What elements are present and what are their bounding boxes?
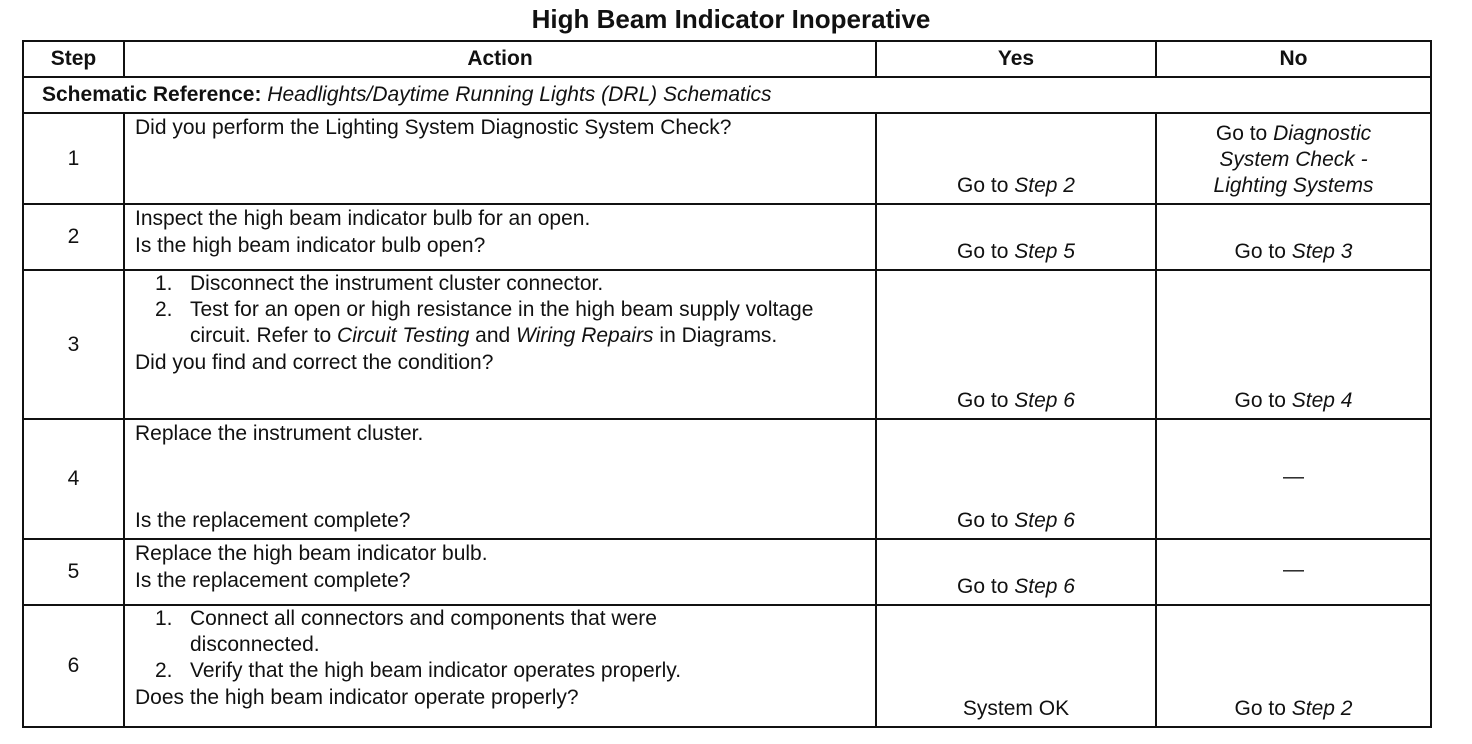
- yes-prefix: Go to: [957, 575, 1015, 598]
- list-text: in Diagrams.: [653, 324, 778, 347]
- list-text: and: [469, 324, 517, 347]
- yes-step-link[interactable]: Step 2: [1014, 174, 1075, 197]
- no-prefix: Go to: [1234, 697, 1292, 720]
- schematic-row: [23, 77, 1431, 113]
- list-item: [135, 658, 865, 684]
- yes-step-link[interactable]: Step 6: [1014, 389, 1075, 412]
- action-cell: [124, 113, 876, 204]
- no-cell: [1156, 113, 1431, 204]
- yes-step-link[interactable]: Step 5: [1014, 240, 1075, 263]
- yes-cell: [876, 270, 1156, 419]
- list-text: Test for an open or high resistance in the high beam supply voltage circuit. Refer to: [190, 298, 814, 347]
- list-number: 2.: [155, 298, 173, 321]
- table-row: [23, 270, 1431, 419]
- list-number: 2.: [155, 659, 173, 682]
- no-cell: [1156, 204, 1431, 270]
- step-number: 5: [23, 539, 124, 605]
- schematic-label: Schematic Reference:: [42, 83, 262, 106]
- action-line: Did you perform the Lighting System Diagnostic System Check?: [135, 116, 732, 139]
- no-prefix: Go to: [1234, 389, 1292, 412]
- list-item: [135, 606, 865, 658]
- no-cell: [1156, 270, 1431, 419]
- yes-prefix: Go to: [957, 509, 1015, 532]
- table-row: [23, 204, 1431, 270]
- no-step-link[interactable]: Step 4: [1291, 389, 1353, 412]
- no-cell: —: [1156, 419, 1431, 539]
- list-text: Verify that the high beam indicator operates properly.: [190, 659, 682, 682]
- yes-cell: [876, 113, 1156, 204]
- action-cell: [124, 204, 876, 270]
- no-link-line3[interactable]: Lighting Systems: [1213, 174, 1374, 197]
- wiring-repairs-link[interactable]: Wiring Repairs: [516, 324, 654, 347]
- action-question: Is the replacement complete?: [135, 509, 411, 532]
- page-title: High Beam Indicator Inoperative: [531, 4, 931, 34]
- action-question: Does the high beam indicator operate properly?: [135, 686, 579, 709]
- action-cell: [124, 539, 876, 605]
- action-question: Did you find and correct the condition?: [135, 351, 494, 374]
- yes-cell: System OK: [876, 605, 1156, 727]
- yes-prefix: Go to: [957, 240, 1015, 263]
- action-cell: [124, 605, 876, 727]
- yes-cell: [876, 539, 1156, 605]
- table-row: [23, 419, 1431, 539]
- action-line: Replace the instrument cluster.: [135, 422, 424, 445]
- no-link-line1[interactable]: Diagnostic: [1273, 122, 1372, 145]
- schematic-reference: [23, 77, 1431, 113]
- no-prefix: Go to: [1234, 240, 1292, 263]
- action-line: Inspect the high beam indicator bulb for an open.: [135, 207, 591, 230]
- step-number: 6: [23, 605, 124, 727]
- header-action: Action: [124, 41, 876, 77]
- action-question: Is the replacement complete?: [135, 569, 411, 592]
- no-prefix: Go to: [1215, 122, 1274, 145]
- step-number: 1: [23, 113, 124, 204]
- list-item: [135, 297, 865, 349]
- yes-cell: [876, 419, 1156, 539]
- yes-step-link[interactable]: Step 6: [1014, 575, 1075, 598]
- table-row: [23, 539, 1431, 605]
- yes-step-link[interactable]: Step 6: [1014, 509, 1075, 532]
- no-cell: —: [1156, 539, 1431, 605]
- schematic-link[interactable]: Headlights/Daytime Running Lights (DRL) Schematics: [267, 83, 772, 106]
- circuit-testing-link[interactable]: Circuit Testing: [337, 324, 470, 347]
- header-step: Step: [23, 41, 124, 77]
- no-step-link[interactable]: Step 3: [1291, 240, 1353, 263]
- action-question: Is the high beam indicator bulb open?: [135, 234, 486, 257]
- yes-prefix: Go to: [957, 389, 1015, 412]
- action-cell: [124, 419, 876, 539]
- header-yes: Yes: [876, 41, 1156, 77]
- table-row: [23, 605, 1431, 727]
- no-link-line2[interactable]: System Check -: [1219, 148, 1368, 171]
- action-cell: [124, 270, 876, 419]
- no-cell: [1156, 605, 1431, 727]
- yes-prefix: Go to: [957, 174, 1015, 197]
- diagnostic-table: [22, 40, 1432, 728]
- header-no: No: [1156, 41, 1431, 77]
- no-step-link[interactable]: Step 2: [1291, 697, 1353, 720]
- step-number: 3: [23, 270, 124, 419]
- header-row: [23, 41, 1431, 77]
- step-number: 2: [23, 204, 124, 270]
- list-number: 1.: [155, 272, 173, 295]
- yes-cell: [876, 204, 1156, 270]
- list-number: 1.: [155, 607, 173, 630]
- step-number: 4: [23, 419, 124, 539]
- table-row: [23, 113, 1431, 204]
- list-text: Disconnect the instrument cluster connector.: [190, 272, 604, 295]
- list-item: [135, 271, 865, 297]
- action-line: Replace the high beam indicator bulb.: [135, 542, 488, 565]
- list-text: Connect all connectors and components that were disconnected.: [190, 607, 657, 656]
